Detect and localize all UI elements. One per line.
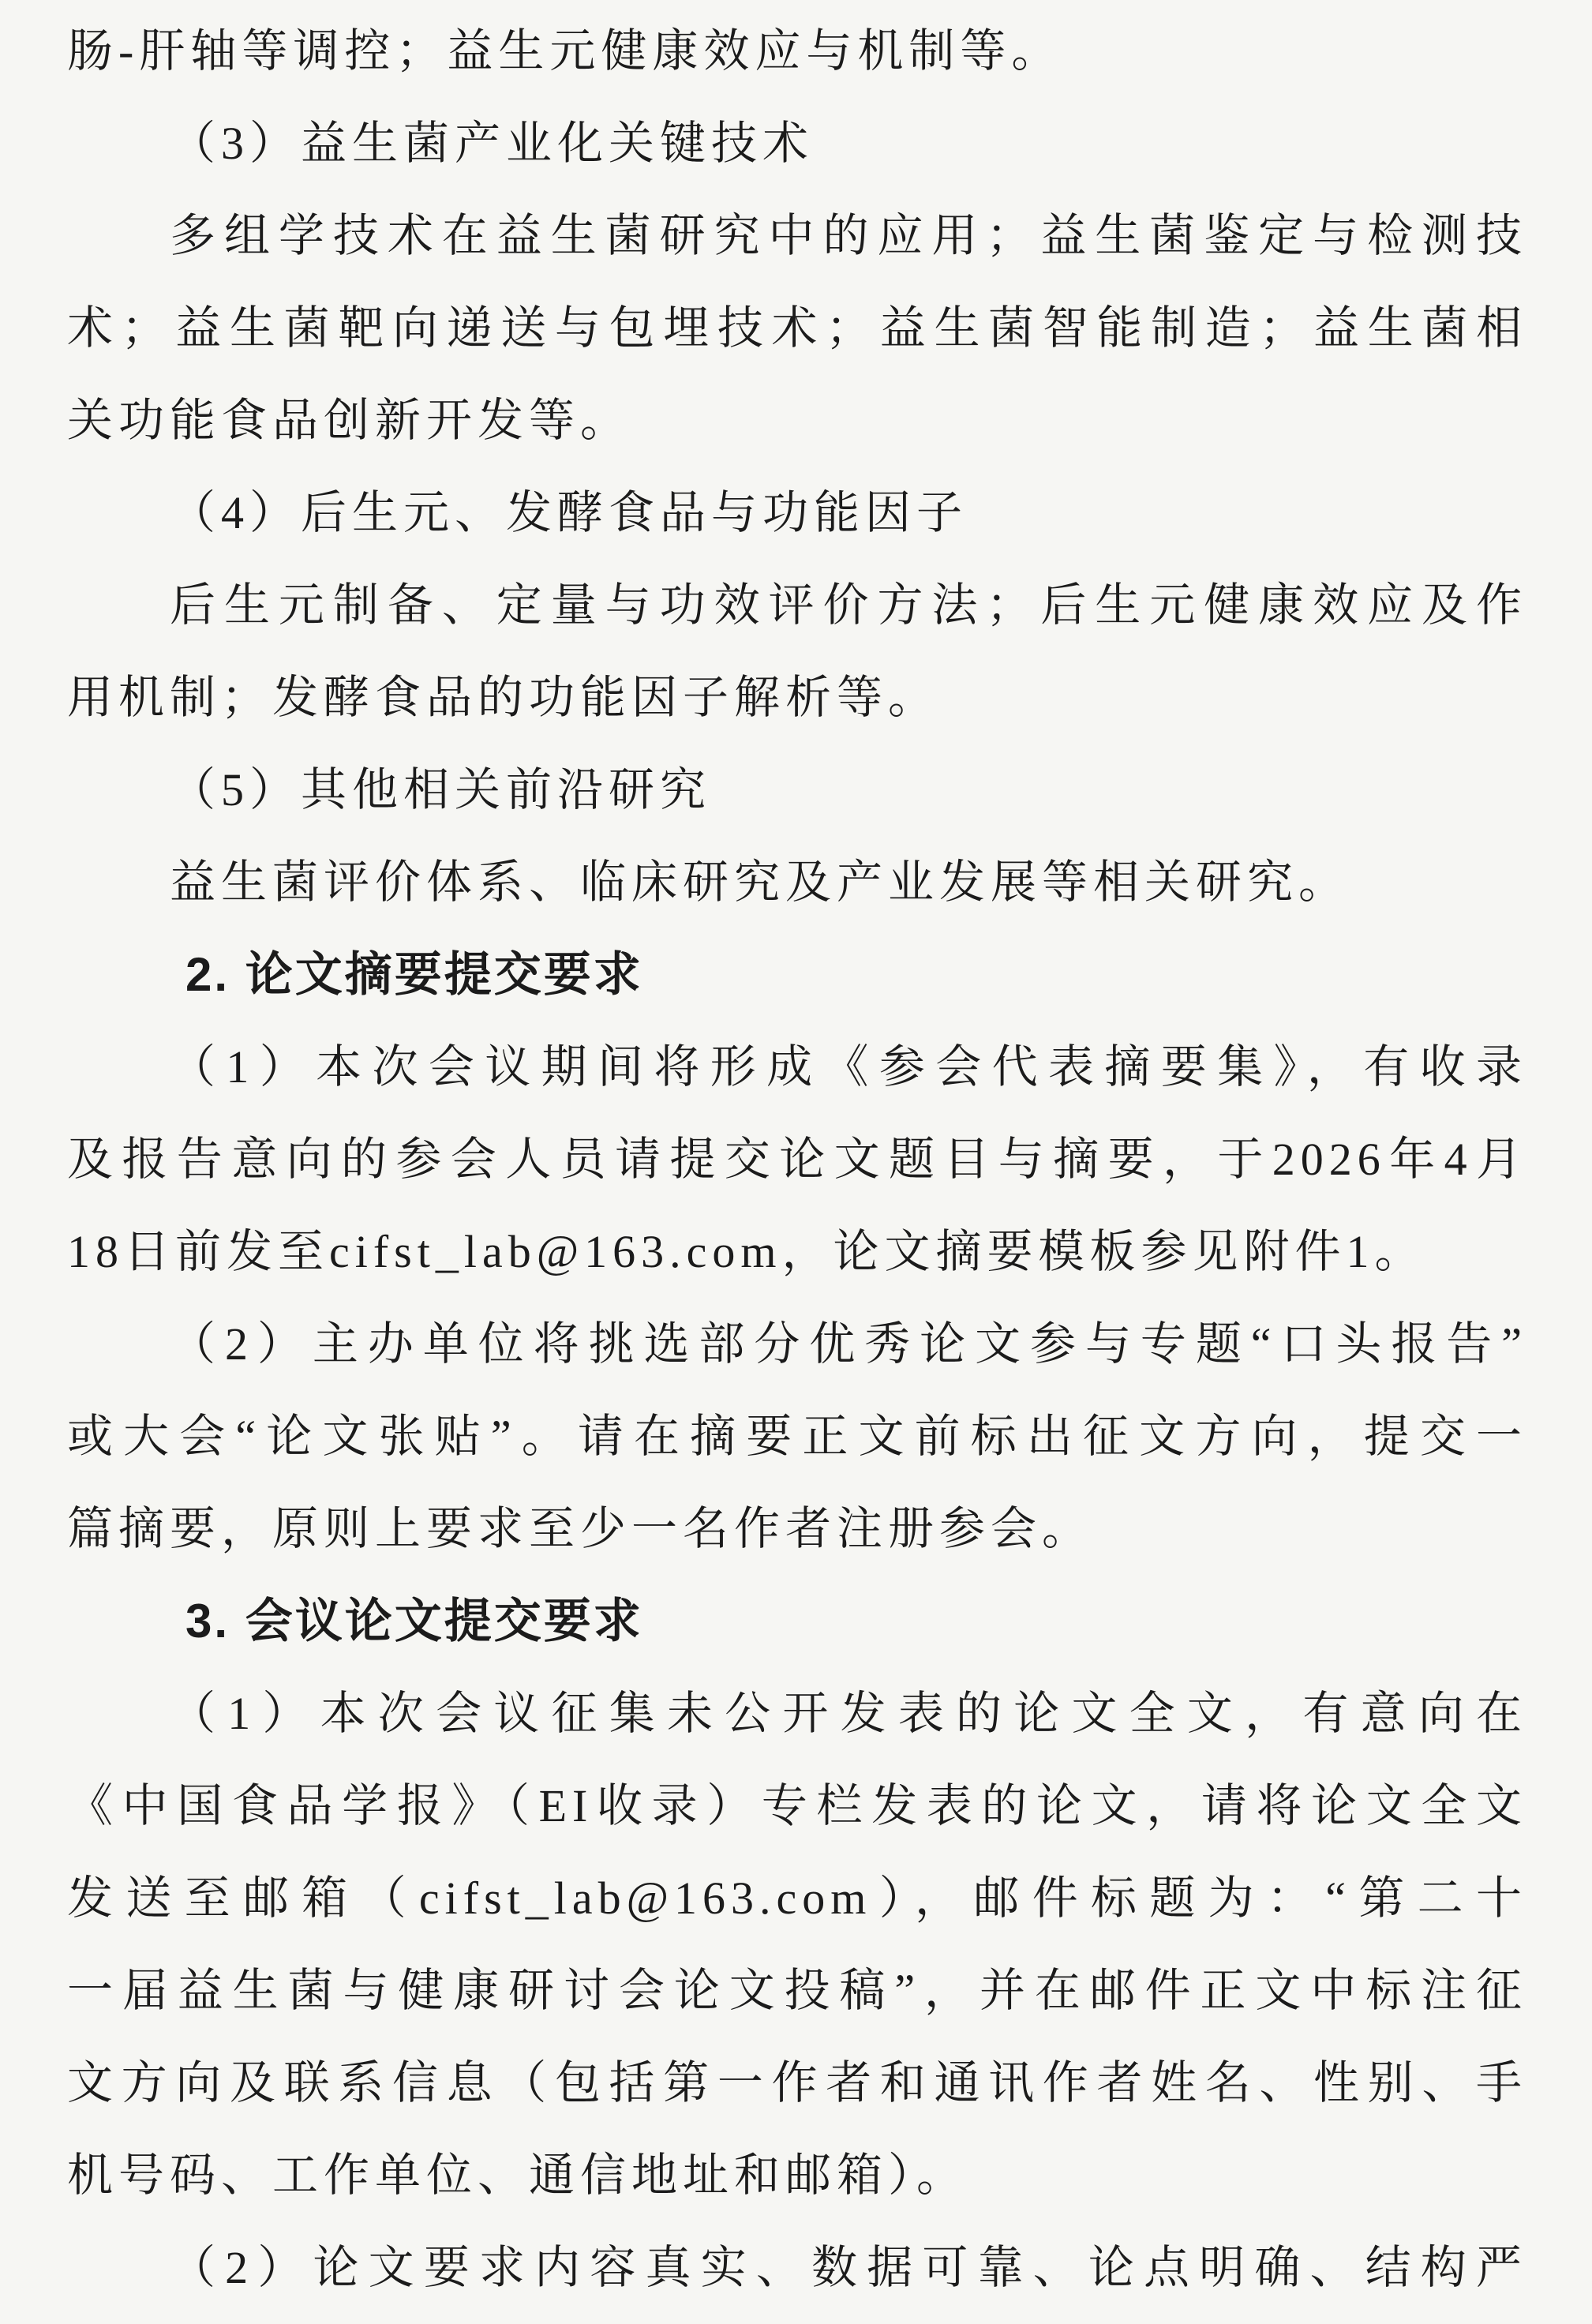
text-line-email: 18日前发至cifst_lab@163.com，论文摘要模板参见附件1。: [67, 1226, 1426, 1277]
text-line: 《中国食品学报》（EI收录）专栏发表的论文，请将论文全文: [67, 1780, 1527, 1831]
text-line: 机号码、工作单位、通信地址和邮箱）。: [67, 2150, 968, 2201]
text-line: 术；益生菌靶向递送与包埋技术；益生菌智能制造；益生菌相: [67, 302, 1527, 354]
text-line: （1）本次会议征集未公开发表的论文全文，有意向在: [170, 1688, 1527, 1739]
text-line-email: 发送至邮箱（cifst_lab@163.com），邮件标题为：“第二十: [67, 1872, 1527, 1924]
text-line: 文方向及联系信息（包括第一作者和通讯作者姓名、性别、手: [67, 2057, 1527, 2108]
text-line: 后生元制备、定量与功效评价方法；后生元健康效应及作: [170, 579, 1527, 631]
text-line: （2）主办单位将挑选部分优秀论文参与专题“口头报告”: [170, 1318, 1527, 1370]
section-2-heading: 2. 论文摘要提交要求: [185, 948, 643, 1001]
text-line: 或大会“论文张贴”。请在摘要正文前标出征文方向，提交一: [67, 1411, 1527, 1462]
text-line: 多组学技术在益生菌研究中的应用；益生菌鉴定与检测技: [170, 210, 1527, 261]
list-item-3-heading: （3）益生菌产业化关键技术: [170, 118, 815, 169]
list-item-4-heading: （4）后生元、发酵食品与功能因子: [170, 487, 968, 538]
text-line: 关功能食品创新开发等。: [67, 395, 632, 446]
text-line: 用机制；发酵食品的功能因子解析等。: [67, 672, 940, 723]
section-3-heading: 3. 会议论文提交要求: [185, 1595, 643, 1647]
text-line: 肠-肝轴等调控；益生元健康效应与机制等。: [67, 25, 1063, 77]
text-line: （2）论文要求内容真实、数据可靠、论点明确、结构严: [170, 2242, 1527, 2293]
text-line: 及报告意向的参会人员请提交论文题目与摘要，于2026年4月: [67, 1134, 1527, 1185]
list-item-5-heading: （5）其他相关前沿研究: [170, 764, 712, 815]
text-line: 一届益生菌与健康研讨会论文投稿”，并在邮件正文中标注征: [67, 1965, 1527, 2016]
text-line: 益生菌评价体系、临床研究及产业发展等相关研究。: [170, 857, 1350, 908]
text-line: 篇摘要，原则上要求至少一名作者注册参会。: [67, 1503, 1094, 1554]
text-line: （1）本次会议期间将形成《参会代表摘要集》，有收录: [170, 1041, 1527, 1093]
